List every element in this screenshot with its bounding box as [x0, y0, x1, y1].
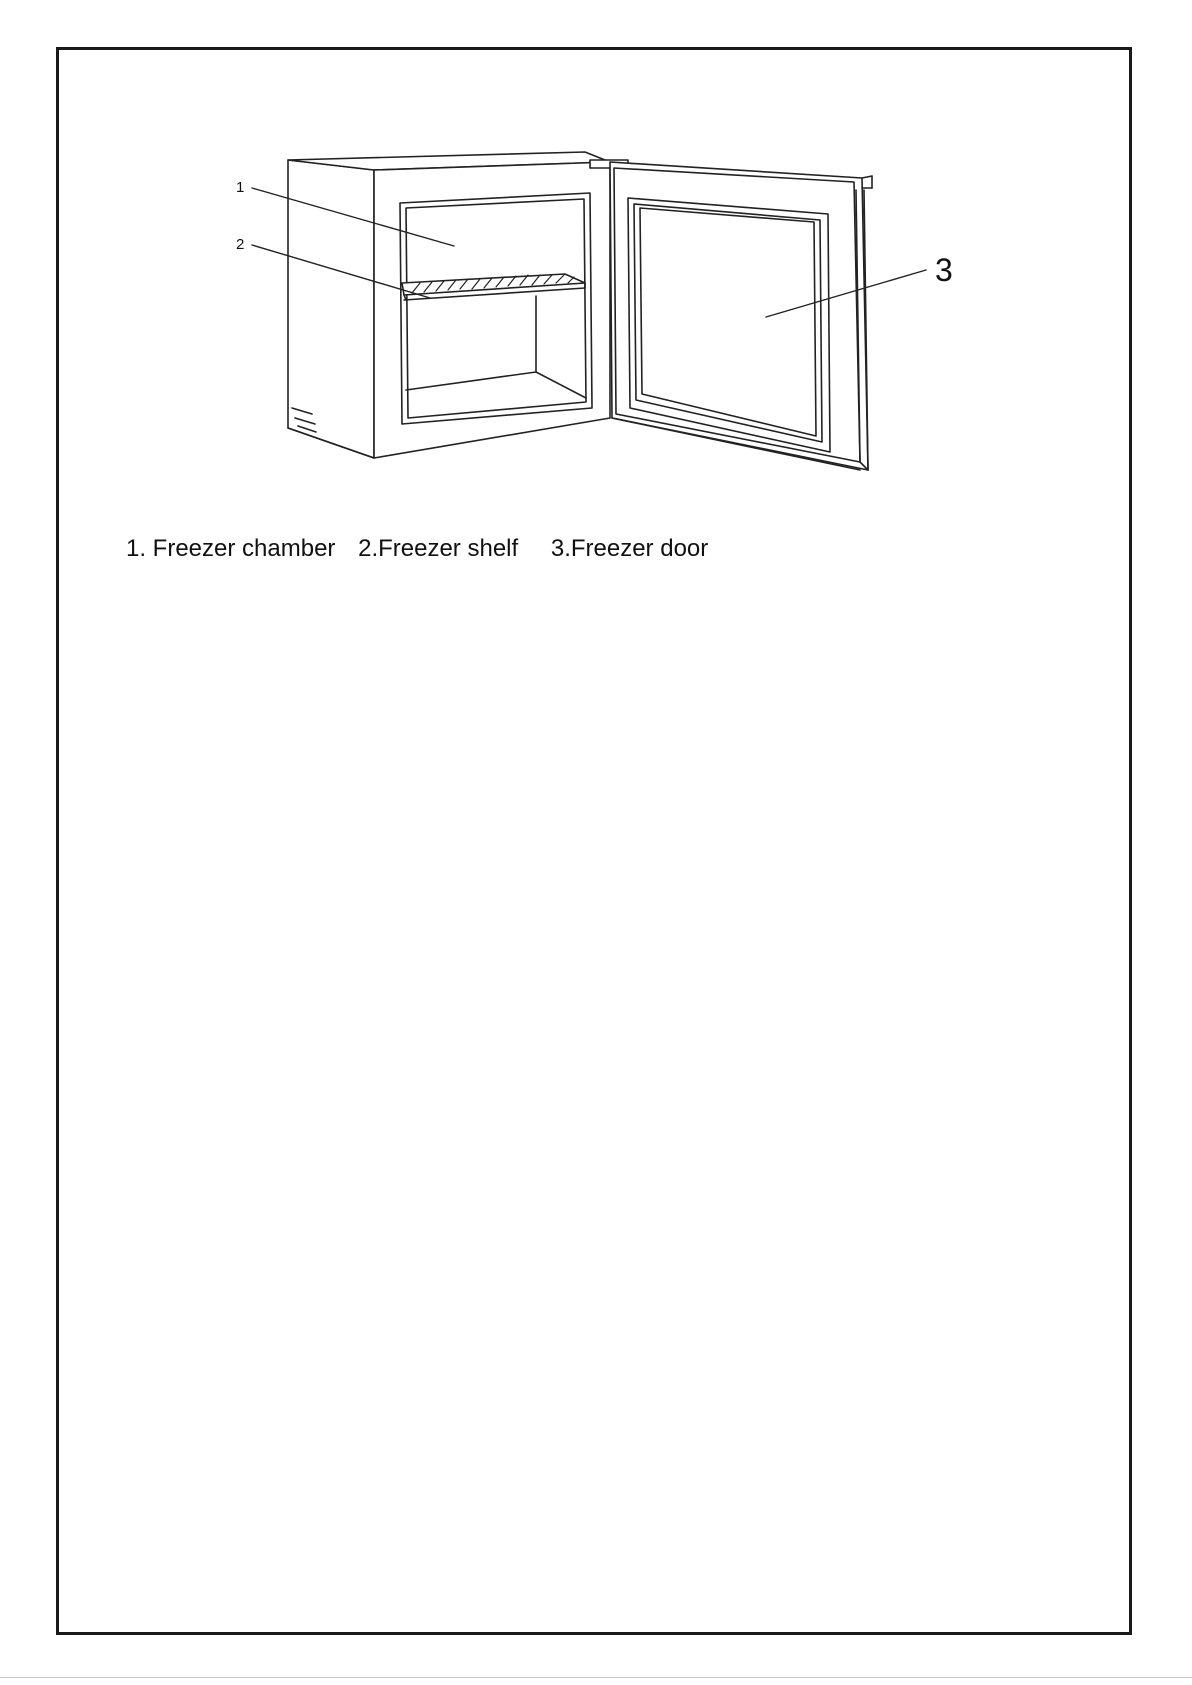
- caption-freezer-chamber: 1. Freezer chamber: [126, 535, 336, 562]
- freezer-chamber: [400, 193, 592, 424]
- parts-caption: [126, 537, 708, 561]
- caption-freezer-shelf: 2.Freezer shelf: [358, 535, 519, 562]
- freezer-illustration: [0, 0, 1192, 520]
- callout-number-2: 2: [236, 236, 245, 253]
- callout-number-1: 1: [236, 179, 245, 196]
- freezer-door: [610, 162, 872, 470]
- caption-freezer-door: 3.Freezer door: [550, 535, 709, 562]
- callout-number-3: 3: [935, 252, 953, 288]
- page-bottom-edge: [0, 1677, 1192, 1678]
